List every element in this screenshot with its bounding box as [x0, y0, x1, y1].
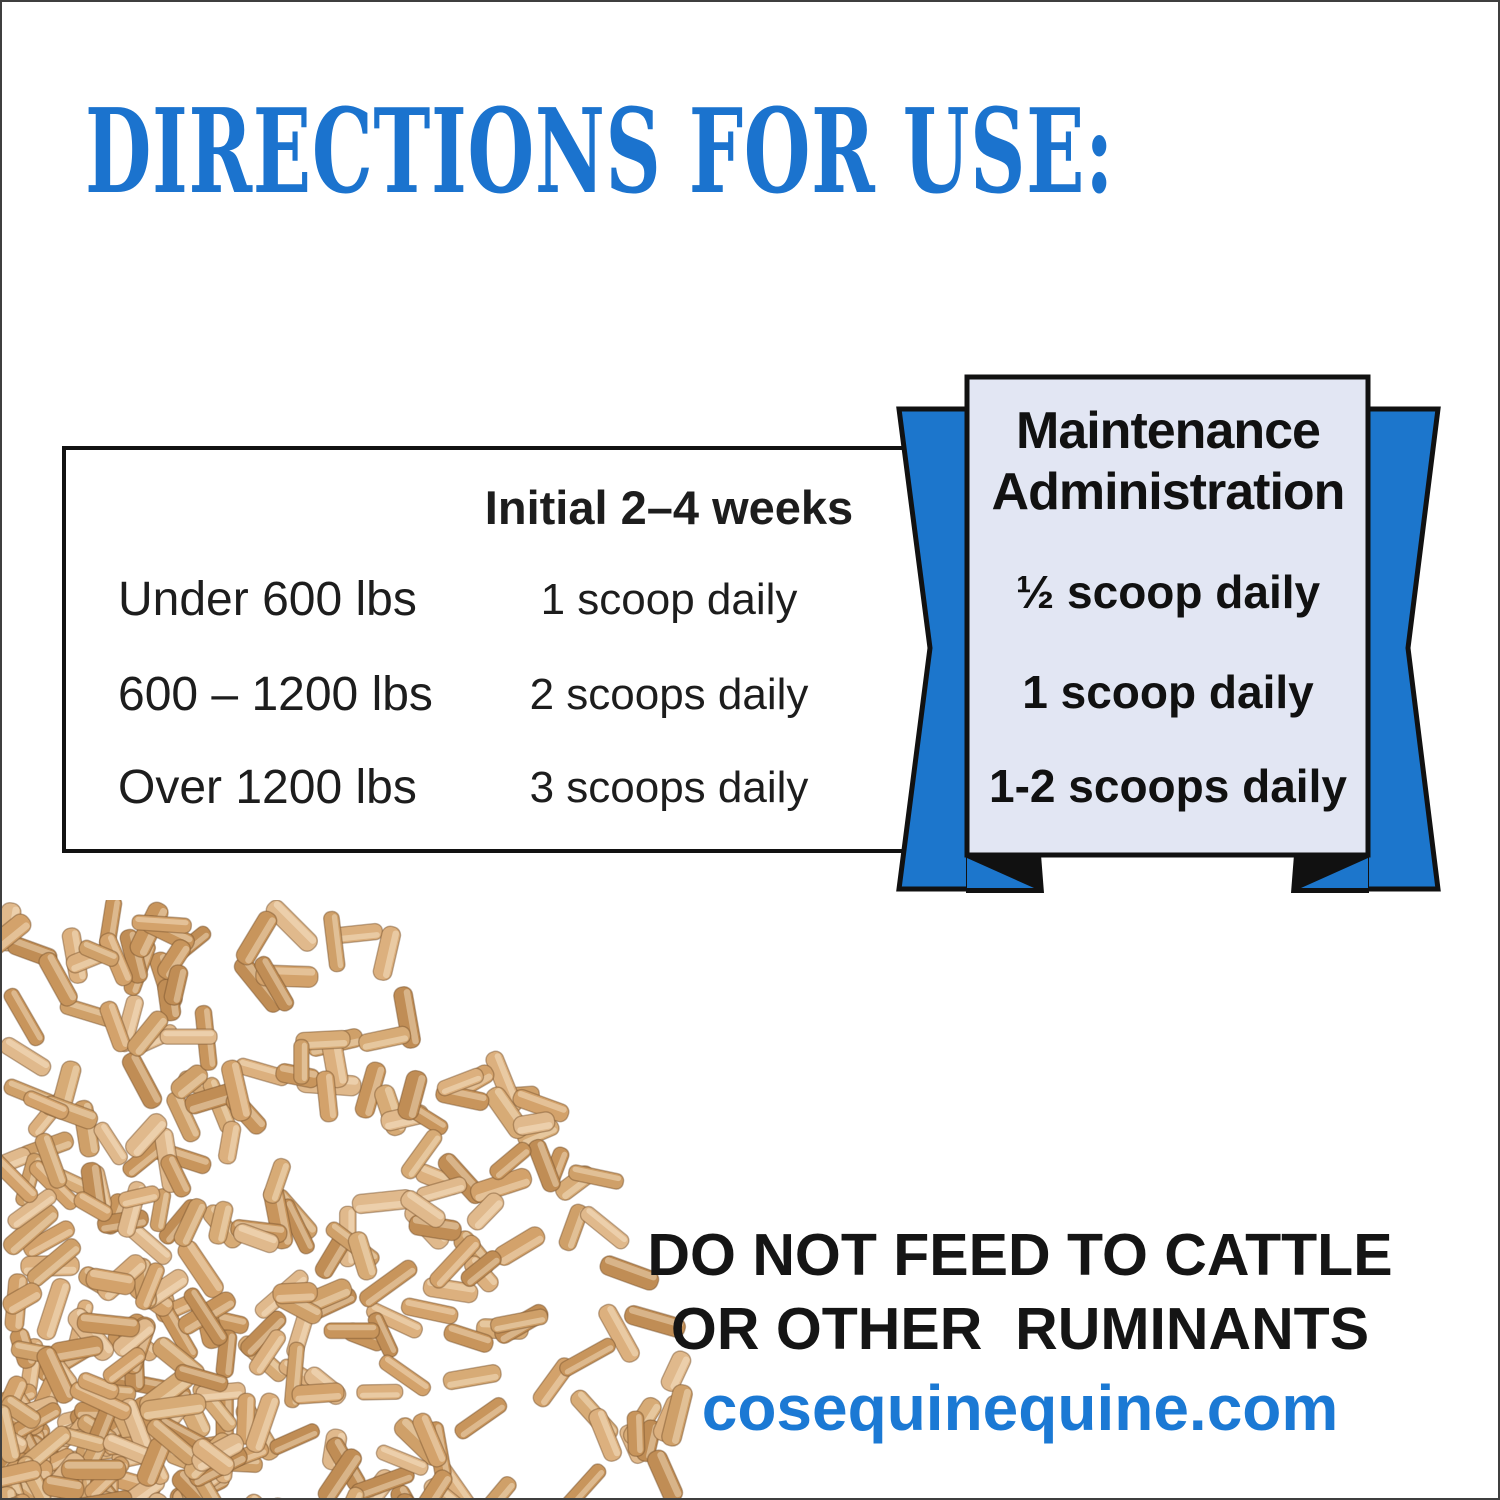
warning-line-2: OR OTHER RUMINANTS — [670, 1296, 1370, 1363]
weight-row-600-1200: 600 – 1200 lbs — [118, 668, 433, 721]
maintenance-dose-over-1200: 1-2 scoops daily — [989, 760, 1347, 812]
maintenance-dose-600-1200: 1 scoop daily — [1022, 666, 1314, 718]
title-line-2: Administration — [991, 463, 1345, 522]
maintenance-dose-under-600: ½ scoop daily — [1015, 566, 1321, 618]
initial-dose-over-1200: 3 scoops daily — [529, 763, 809, 812]
weight-row-over-1200: Over 1200 lbs — [118, 761, 417, 814]
title-line-1: Maintenance — [1016, 402, 1320, 460]
warning-block — [590, 1218, 1450, 1450]
weight-row-under-600: Under 600 lbs — [118, 573, 417, 626]
dosing-table — [62, 446, 940, 853]
maintenance-administration-panel — [972, 377, 1364, 855]
page-title: DIRECTIONS FOR USE: — [85, 84, 1115, 220]
warning-line-1: DO NOT FEED TO CATTLE — [647, 1222, 1393, 1288]
website-url: cosequinequine.com — [701, 1371, 1339, 1444]
maintenance-administration-title — [972, 401, 1364, 524]
initial-dose-600-1200: 2 scoops daily — [529, 670, 809, 719]
initial-dose-under-600: 1 scoop daily — [540, 575, 798, 624]
column-header-initial: Initial 2–4 weeks — [484, 481, 854, 534]
